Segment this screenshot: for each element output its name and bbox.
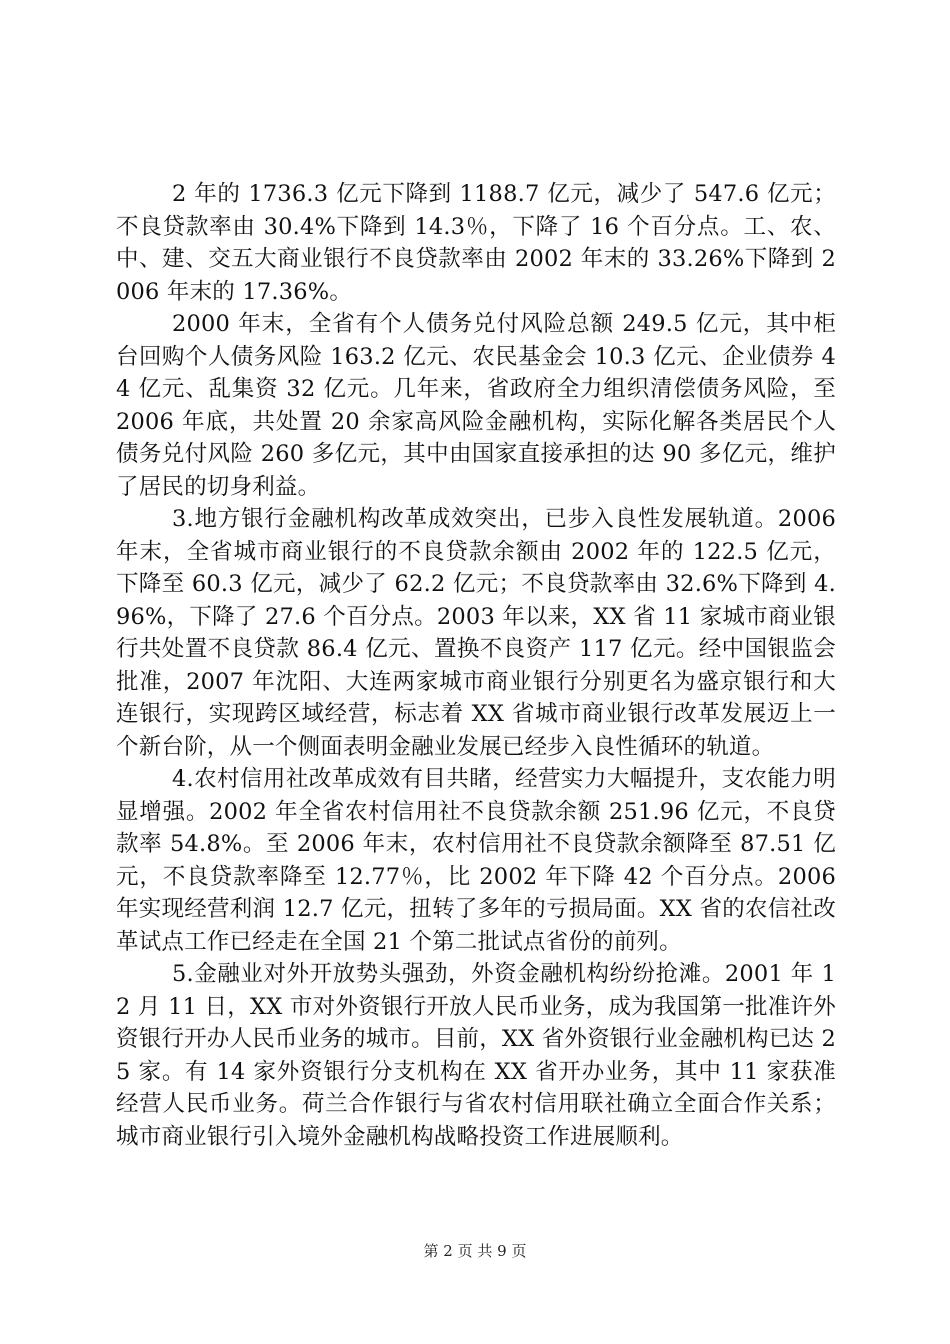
page-footer: 第 2 页 共 9 页	[423, 1242, 527, 1260]
paragraph-foreign-opening: 5.金融业对外开放势头强劲，外资金融机构纷纷抢滩。2001 年 12 月 11 日，XX 市对外资银行开放人民币业务，成为我国第一批准许外资银行开办人民币业务的城市。目前，XX 省外资银行业金融机构已达 25 家。有 14 家外资银行分支机构在 XX 省开办业务，其中 11 家获准经营人民币业务。荷兰合作银行与省农村信用联社确立全面合作关系；城市商业银行引入境外金融机构战略投资工作进展顺利。	[116, 961, 836, 1150]
paragraph-local-banks: 3.地方银行金融机构改革成效突出，已步入良性发展轨道。2006 年末，全省城市商业银行的不良贷款余额由 2002 年的 122.5 亿元，下降至 60.3 亿元，减少了 62.2 亿元；不良贷款率由 32.6%下降到 4.96%，下降了 27.6 个百分点。2003 年以来，XX 省 11 家城市商业银行共处置不良贷款 86.4 亿元、置换不良资产 117 亿元。经中国银监会批准，2007 年沈阳、大连两家城市商业银行分别更名为盛京银行和大连银行，实现跨区域经营，标志着 XX 省城市商业银行改革发展迈上一个新台阶，从一个侧面表明金融业发展已经步入良性循环的轨道。	[116, 506, 836, 760]
paragraph-rural-credit: 4.农村信用社改革成效有目共睹，经营实力大幅提升，支农能力明显增强。2002 年全省农村信用社不良贷款余额 251.96 亿元，不良贷款率 54.8%。至 2006 年末，农村信用社不良贷款余额降至 87.51 亿元，不良贷款率降至 12.77％，比 2002 年下降 42 个百分点。2006 年实现经营利润 12.7 亿元，扭转了多年的亏损局面。XX 省的农信社改革试点工作已经走在全国 21 个第二批试点省份的前列。	[116, 766, 836, 955]
paragraph-debt-risk: 2000 年末，全省有个人债务兑付风险总额 249.5 亿元，其中柜台回购个人债务风险 163.2 亿元、农民基金会 10.3 亿元、企业债券 44 亿元、乱集资 32 亿元。几年来，省政府全力组织清偿债务风险，至 2006 年底，共处置 20 余家高风险金融机构，实际化解各类居民个人债务兑付风险 260 多亿元，其中由国家直接承担的达 90 多亿元，维护了居民的切身利益。	[116, 311, 836, 500]
paragraph-continued: 2 年的 1736.3 亿元下降到 1188.7 亿元，减少了 547.6 亿元；不良贷款率由 30.4%下降到 14.3％，下降了 16 个百分点。工、农、中、建、交五大商业银行不良贷款率由 2002 年末的 33.26%下降到 2006 年末的 17.36%。	[116, 181, 836, 305]
document-body	[116, 178, 836, 1153]
